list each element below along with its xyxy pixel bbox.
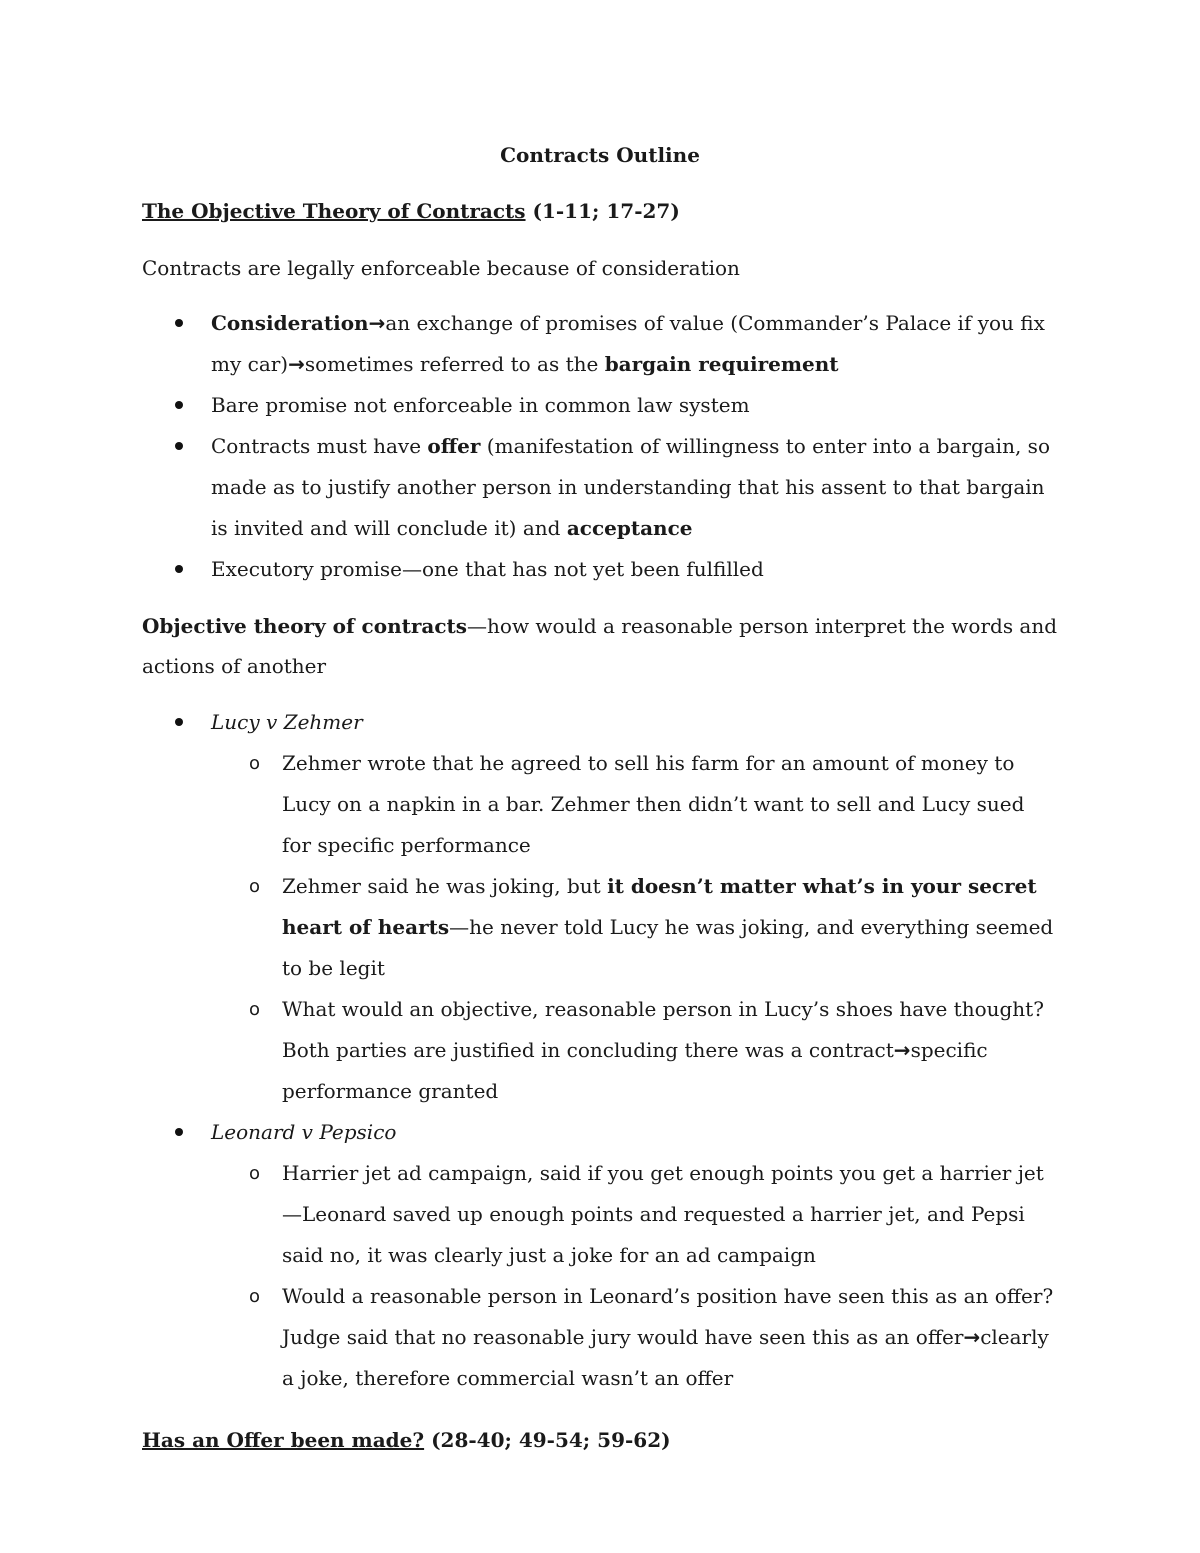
term-consideration: Consideration: [211, 311, 369, 335]
case-sublist: [211, 1153, 1058, 1399]
list-item: [142, 426, 1058, 549]
list-item: [142, 385, 1058, 426]
list-item-text: sometimes referred to as the: [304, 352, 605, 376]
sub-list-item-text: specific performance granted: [282, 1038, 988, 1103]
arrow-icon: →: [368, 311, 386, 335]
arrow-icon: →: [288, 352, 305, 376]
consideration-bullet-list: [142, 303, 1058, 590]
list-item-text: Bare promise not enforceable in common law system: [211, 393, 750, 417]
section-pages: (28-40; 49-54; 59-62): [431, 1428, 671, 1452]
sub-list-item-text: clearly a joke, therefore commercial wasn’t an offer: [282, 1325, 1049, 1390]
section-pages: (1-11; 17-27): [532, 199, 680, 223]
circle-bullet-icon: o: [249, 999, 261, 1020]
case-list: [142, 702, 1058, 1399]
section-heading-offer: [142, 1425, 1058, 1455]
term-acceptance: acceptance: [566, 516, 693, 540]
term-objective-theory: Objective theory of contracts: [142, 614, 468, 638]
term-offer: offer: [427, 434, 481, 458]
list-item-text: (manifestation of willingness to enter into a bargain, so made as to justify another person in understanding that his assent to that bargain is invited and will conclude it) and: [211, 434, 1050, 540]
circle-bullet-icon: o: [249, 1163, 261, 1184]
intro-paragraph: Contracts are legally enforceable because of consideration: [142, 256, 740, 280]
list-item-text: an exchange of promises of value (Commander’s Palace if you fix my car): [211, 311, 1045, 376]
bullet-icon: [175, 442, 183, 450]
circle-bullet-icon: o: [249, 753, 261, 774]
arrow-icon: →: [893, 1038, 911, 1062]
case-name: Lucy v Zehmer: [211, 710, 363, 734]
bullet-icon: [175, 401, 183, 409]
document-title: Contracts Outline: [500, 143, 700, 167]
list-item-text: Executory promise—one that has not yet been fulfilled: [211, 557, 764, 581]
list-item-case-leonard: [142, 1112, 1058, 1399]
sub-list-item-text: Zehmer wrote that he agreed to sell his farm for an amount of money to Lucy on a napkin in a bar. Zehmer then didn’t want to sell and Lucy sued for specific performance: [282, 751, 1025, 857]
section-heading-text: Has an Offer been made?: [142, 1428, 425, 1452]
sub-list-item-text: Would a reasonable person in Leonard’s position have seen this as an offer? Judge said that no reasonable jury would have seen this as an offer: [282, 1284, 1054, 1349]
sub-list-item-text: Harrier jet ad campaign, said if you get enough points you get a harrier jet—Leonard saved up enough points and requested a harrier jet, and Pepsi said no, it was clearly just a joke for an ad campaign: [282, 1161, 1044, 1267]
list-item: [142, 549, 1058, 590]
list-item: [142, 303, 1058, 385]
bullet-icon: [175, 1128, 183, 1136]
paragraph-text: —how would a reasonable person interpret the words and actions of another: [142, 614, 1058, 678]
sub-list-item: [211, 989, 1058, 1112]
sub-list-item-text: What would an objective, reasonable person in Lucy’s shoes have thought? Both parties are justified in concluding there was a contract: [282, 997, 1044, 1062]
sub-list-item: [211, 743, 1058, 866]
arrow-icon: →: [963, 1325, 981, 1349]
sub-list-item: [211, 1276, 1058, 1399]
sub-list-item: [211, 1153, 1058, 1276]
sub-list-item-text: Zehmer said he was joking, but: [282, 874, 608, 898]
bullet-icon: [175, 718, 183, 726]
term-bargain-requirement: bargain requirement: [604, 352, 839, 376]
circle-bullet-icon: o: [249, 1286, 261, 1307]
case-name: Leonard v Pepsico: [211, 1120, 397, 1144]
case-sublist: [211, 743, 1058, 1112]
sub-list-item-text: —he never told Lucy he was joking, and everything seemed to be legit: [282, 915, 1054, 980]
bullet-icon: [175, 319, 183, 327]
section-heading-text: The Objective Theory of Contracts: [142, 199, 526, 223]
section-heading-objective-theory: [142, 196, 1058, 226]
emphasis-text: it doesn’t matter what’s in your secret heart of hearts: [282, 874, 1037, 939]
bullet-icon: [175, 565, 183, 573]
sub-list-item: [211, 866, 1058, 989]
list-item-text: Contracts must have: [211, 434, 428, 458]
objective-theory-paragraph: [142, 606, 1058, 686]
list-item-case-lucy: [142, 702, 1058, 1112]
circle-bullet-icon: o: [249, 876, 261, 897]
